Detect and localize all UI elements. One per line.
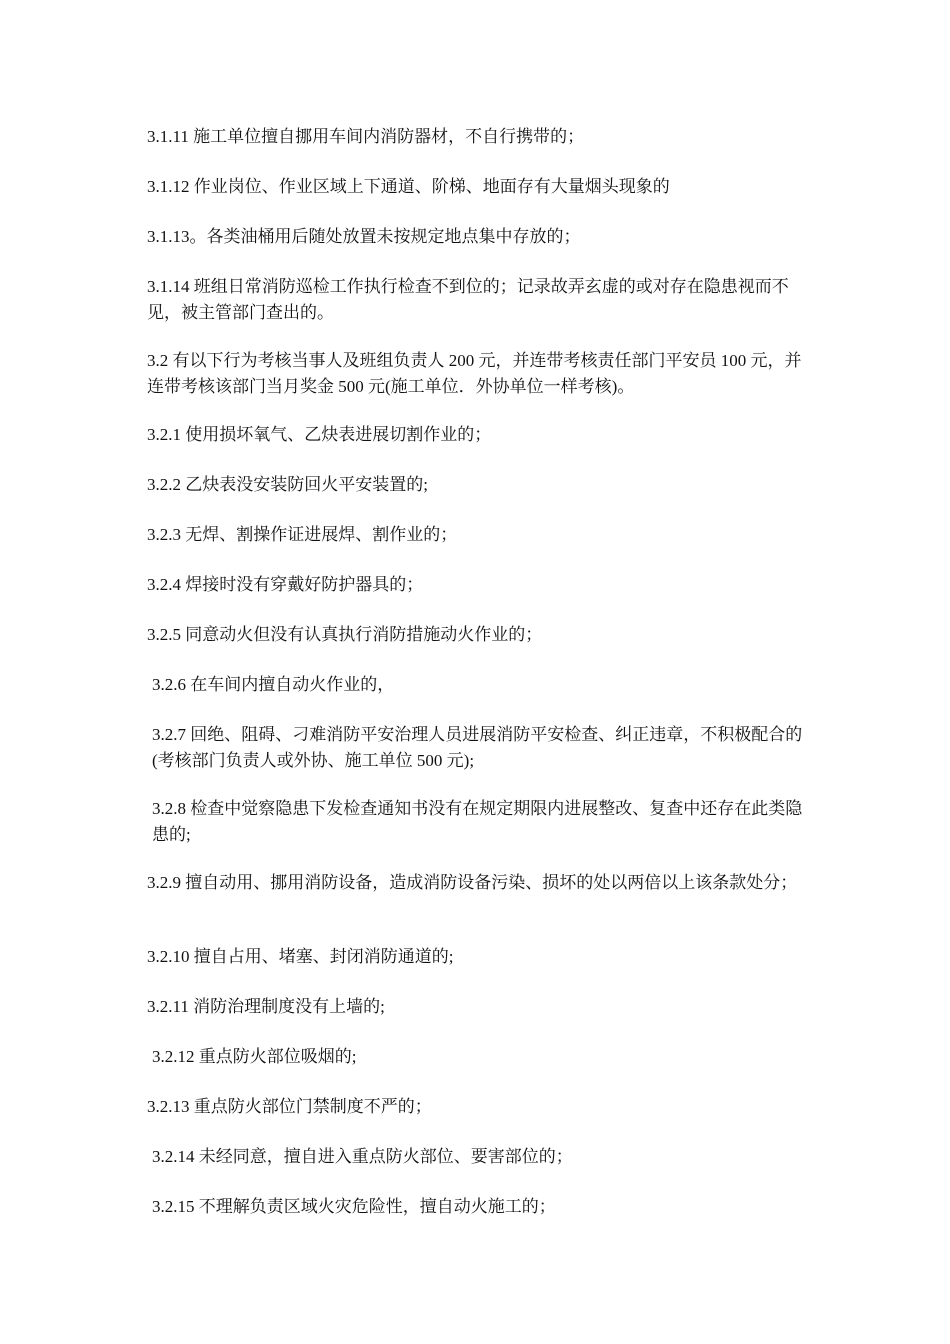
paragraph-3-1-14: 3.1.14 班组日常消防巡检工作执行检查不到位的；记录故弄玄虚的或对存在隐患视而不见，被主管部门查出的。 [147,277,789,322]
paragraph-3-2: 3.2 有以下行为考核当事人及班组负责人 200 元，并连带考核责任部门平安员 100 元，并连带考核该部门当月奖金 500 元(施工单位．外协单位一样考核)。 [147,351,802,396]
paragraph-3-2-13: 3.2.13 重点防火部位门禁制度不严的； [147,1097,432,1116]
paragraph-3-2-10: 3.2.10 擅自占用、堵塞、封闭消防通道的; [147,947,454,966]
paragraph-3-2-15: 3.2.15 不理解负责区域火灾危险性，擅自动火施工的； [152,1197,556,1216]
paragraph-3-2-11: 3.2.11 消防治理制度没有上墙的; [147,997,385,1016]
paragraph-3-2-7: 3.2.7 回绝、阻碍、刁难消防平安治理人员进展消防平安检查、纠正违章，不积极配合的(考核部门负责人或外协、施工单位 500 元); [152,725,803,770]
paragraph-3-2-1: 3.2.1 使用损坏氧气、乙炔表进展切割作业的； [147,425,492,444]
paragraph-3-2-12: 3.2.12 重点防火部位吸烟的; [152,1047,357,1066]
paragraph-3-2-3: 3.2.3 无焊、割操作证进展焊、割作业的； [147,525,458,544]
paragraph-3-2-8: 3.2.8 检查中觉察隐患下发检查通知书没有在规定期限内进展整改、复查中还存在此类隐患的; [152,799,803,844]
paragraph-3-2-9: 3.2.9 擅自动用、挪用消防设备，造成消防设备污染、损坏的处以两倍以上该条款处分； [147,873,798,892]
paragraph-3-2-5: 3.2.5 同意动火但没有认真执行消防措施动火作业的； [147,625,543,644]
paragraph-3-1-13: 3.1.13。各类油桶用后随处放置未按规定地点集中存放的； [147,227,581,246]
paragraph-3-1-11: 3.1.11 施工单位擅自挪用车间内消防器材，不自行携带的； [147,127,585,146]
paragraph-3-2-14: 3.2.14 未经同意，擅自进入重点防火部位、要害部位的； [152,1147,573,1166]
paragraph-3-2-4: 3.2.4 焊接时没有穿戴好防护器具的； [147,575,424,594]
paragraph-3-1-12: 3.1.12 作业岗位、作业区域上下通道、阶梯、地面存有大量烟头现象的 [147,177,670,196]
paragraph-3-2-6: 3.2.6 在车间内擅自动火作业的， [152,675,395,694]
paragraph-3-2-2: 3.2.2 乙炔表没安装防回火平安装置的; [147,475,428,494]
